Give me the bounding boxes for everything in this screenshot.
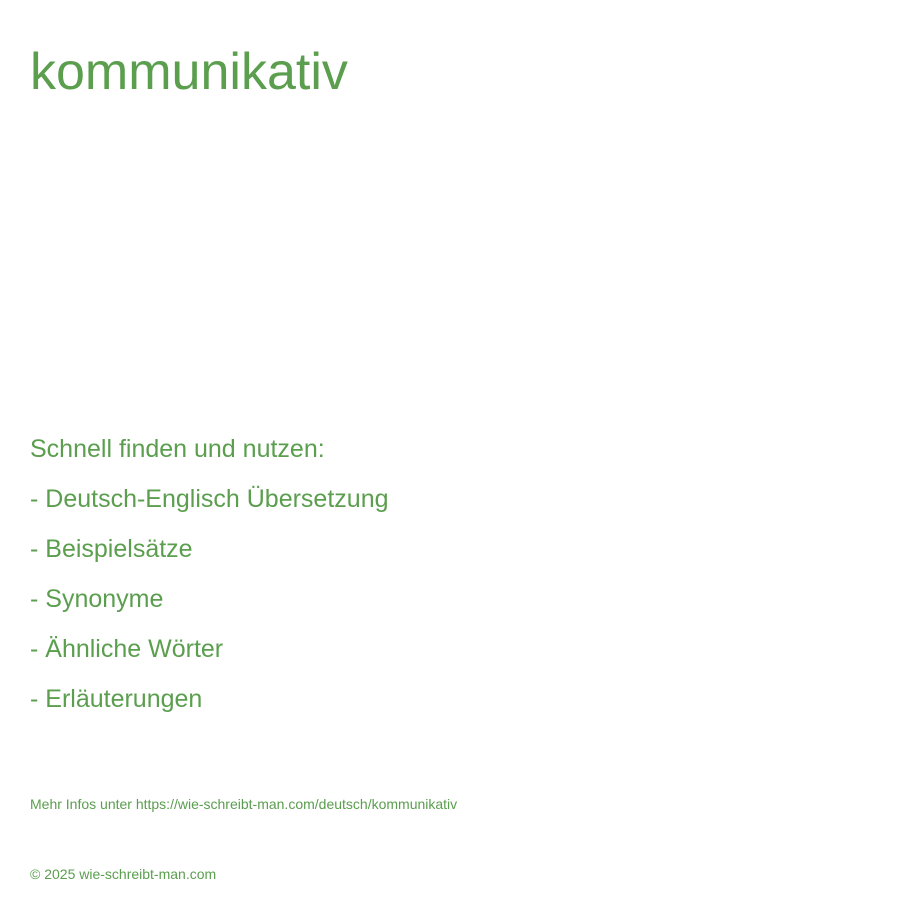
feature-item-translation: - Deutsch-Englisch Übersetzung [30, 485, 389, 513]
feature-item-explanations: - Erläuterungen [30, 685, 203, 713]
feature-list [30, 424, 389, 724]
copyright-notice: © 2025 wie-schreibt-man.com [30, 866, 217, 882]
feature-list-intro: Schnell finden und nutzen: [30, 435, 325, 463]
feature-item-synonyms: - Synonyme [30, 585, 164, 613]
feature-item-example-sentences: - Beispielsätze [30, 535, 193, 563]
more-info-link: Mehr Infos unter https://wie-schreibt-man.com/deutsch/kommunikativ [30, 796, 458, 812]
feature-item-similar-words: - Ähnliche Wörter [30, 635, 224, 663]
page-title: kommunikativ [30, 43, 348, 101]
